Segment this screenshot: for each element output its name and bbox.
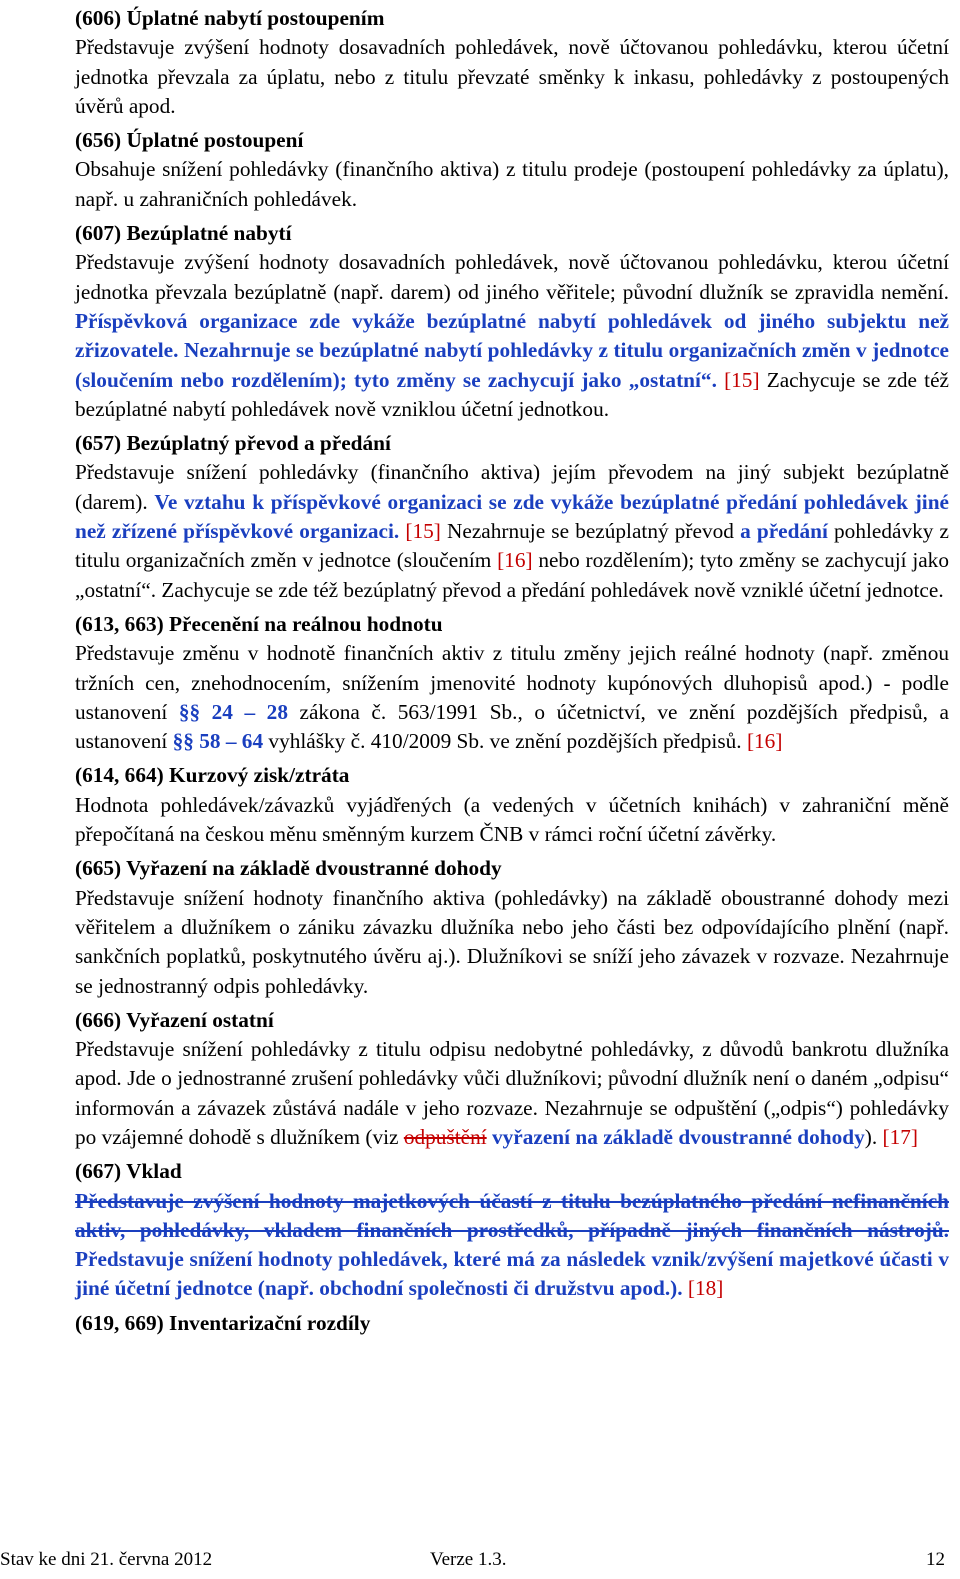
section [75, 1157, 949, 1303]
section [75, 429, 949, 605]
deleted-text: Představuje zvýšení hodnoty majetkových účastí z titulu bezúplatného předání nefinančních aktiv, pohledávky, vkladem finančních prostředků, případně jiných finančních nástrojů. [75, 1188, 949, 1242]
reference-mark: [16] [497, 548, 533, 573]
amendment-text: a předání [740, 519, 828, 544]
section [75, 1309, 949, 1338]
page-footer [0, 1545, 960, 1575]
section [75, 126, 949, 214]
amendment-text: §§ 58 – 64 [172, 729, 264, 754]
section-heading: (665) Vyřazení na základě dvoustranné dohody [75, 856, 502, 881]
reference-mark: [15] [724, 367, 760, 392]
text-run: Představuje zvýšení hodnoty dosavadních pohledávek, nově účtovanou pohledávku, kterou účetní jednotka převzala bezúplatně (např. darem) od jiného věřitele; původní dlužník se zpravidla nemění. [75, 250, 949, 304]
section-heading: (619, 669) Inventarizační rozdíly [75, 1310, 371, 1335]
section-text [75, 248, 949, 424]
text-run: Hodnota pohledávek/závazků vyjádřených (a vedených v účetních knihách) v zahraniční měně přepočítaná na českou měnu směnným kurzem ČNB v rámci roční účetní závěrky. [75, 792, 949, 847]
page-number: 12 [926, 1549, 945, 1570]
footer-version: Verze 1.3. [430, 1549, 507, 1570]
section-text [75, 458, 949, 604]
section-text [75, 1035, 949, 1152]
section-heading: (657) Bezúplatný převod a předání [75, 431, 391, 456]
section-heading: (666) Vyřazení ostatní [75, 1007, 274, 1032]
section-text [75, 884, 949, 1001]
section-text [75, 639, 949, 756]
reference-mark: [18] [687, 1276, 724, 1301]
section [75, 854, 949, 1000]
text-run: Představuje zvýšení hodnoty dosavadních pohledávek, nově účtovanou pohledávku, kterou účetní jednotka převzala za úplatu, nebo z titulu převzaté směnky k inkasu, pohledávky z postoupených úvěrů apod. [75, 35, 949, 118]
text-run: zákona č. 563/1991 Sb., o účetnictví, ve znění pozdějších předpisů, a ustanovení [75, 699, 949, 754]
section-heading: (613, 663) Přecenění na reálnou hodnotu [75, 611, 443, 636]
text-run [717, 368, 724, 392]
amendment-text: vyřazení na základě dvoustranné dohody [491, 1124, 865, 1149]
section [75, 610, 949, 756]
section-text [75, 791, 949, 850]
section-heading: (614, 664) Kurzový zisk/ztráta [75, 763, 350, 788]
text-run: Obsahuje snížení pohledávky (finančního aktiva) z titulu prodeje (postoupení pohledávky za úplatu), např. u zahraničních pohledávek. [75, 157, 949, 211]
section-text [75, 155, 949, 214]
section-text [75, 33, 949, 121]
amendment-text: §§ 24 – 28 [178, 699, 288, 724]
section [75, 1006, 949, 1152]
text-run: Představuje změnu v hodnotě finančních aktiv z titulu změny jejich reálné hodnoty (např. změnou tržních cen, znehodnocením, snížením jmenovité hodnoty kupónových dluhopisů apod.) - podle ustanovení [75, 641, 949, 724]
footer-date: Stav ke dni 21. června 2012 [0, 1549, 213, 1570]
reference-mark: [15] [405, 519, 441, 544]
text-run: pohledávky z titulu organizačních změn v jednotce (sloučením [75, 519, 949, 573]
reference-mark: [17] [882, 1124, 918, 1149]
amendment-text: Ve vztahu k příspěvkové organizaci se zde vykáže bezúplatné předání pohledávek jiné než zřízené příspěvkové organizaci. [75, 489, 949, 544]
text-run: Představuje snížení hodnoty finančního aktiva (pohledávky) na základě oboustranné dohody mezi věřitelem a dlužníkem o zániku závazku dlužníka nebo jeho části bez odpovídajícího plnění (např. sankčních poplatků, poskytnutého úvěru aj.). Dlužníkovi se sníží jeho závazek v rozvaze. Nezahrnuje se jednostranný odpis pohledávky. [75, 885, 949, 998]
section-heading: (656) Úplatné postoupení [75, 128, 304, 153]
text-run: Nezahrnuje se bezúplatný převod [440, 519, 741, 544]
text-run: vyhlášky č. 410/2009 Sb. ve znění pozdějších předpisů. [263, 729, 747, 754]
deleted-text: odpuštění [403, 1124, 487, 1149]
section [75, 219, 949, 424]
document-body [75, 4, 949, 1343]
section-heading: (606) Úplatné nabytí postoupením [75, 6, 385, 30]
section [75, 4, 949, 121]
text-run: ). [864, 1124, 883, 1149]
section-heading: (667) Vklad [75, 1159, 182, 1184]
section [75, 761, 949, 849]
text-run: Představuje snížení pohledávky z titulu odpisu nedobytné pohledávky, z důvodů bankrotu dlužníka apod. Jde o jednostranné zrušení pohledávky vůči dlužníkovi; původní dlužník není o daném „odpisu“ informován a závazek zůstává nadále v jeho rozvaze. Nezahrnuje se odpuštění („odpis“) pohledávky po vzájemné dohodě s dlužníkem (viz [75, 1037, 949, 1149]
text-run: Zachycuje se zde též bezúplatné nabytí pohledávek nově vzniklou účetní jednotkou. [75, 367, 949, 421]
section-text [75, 1187, 949, 1304]
reference-mark: [16] [746, 729, 783, 754]
amendment-text: Příspěvková organizace zde vykáže bezúplatné nabytí pohledávek od jiného subjektu než zřizovatele. Nezahrnuje se bezúplatné nabytí pohledávky z titulu organizačních změn v jednotce (sloučením nebo rozdělením); tyto změny se zachycují jako „ostatní“. [75, 308, 949, 392]
section-heading: (607) Bezúplatné nabytí [75, 221, 292, 246]
text-run: Představuje snížení pohledávky (finančního aktiva) jejím převodem na jiný subjekt bezúplatně (darem). [75, 460, 949, 514]
text-run: nebo rozdělením); tyto změny se zachycují jako „ostatní“. Zachycuje se zde též bezúplatný převod a předání pohledávek nově vzniklé účetní jednotce. [75, 548, 949, 602]
amendment-text: Představuje snížení hodnoty pohledávek, které má za následek vznik/zvýšení majetkové účasti v jiné účetní jednotce (např. obchodní společnosti či družstvu apod.). [75, 1247, 949, 1301]
